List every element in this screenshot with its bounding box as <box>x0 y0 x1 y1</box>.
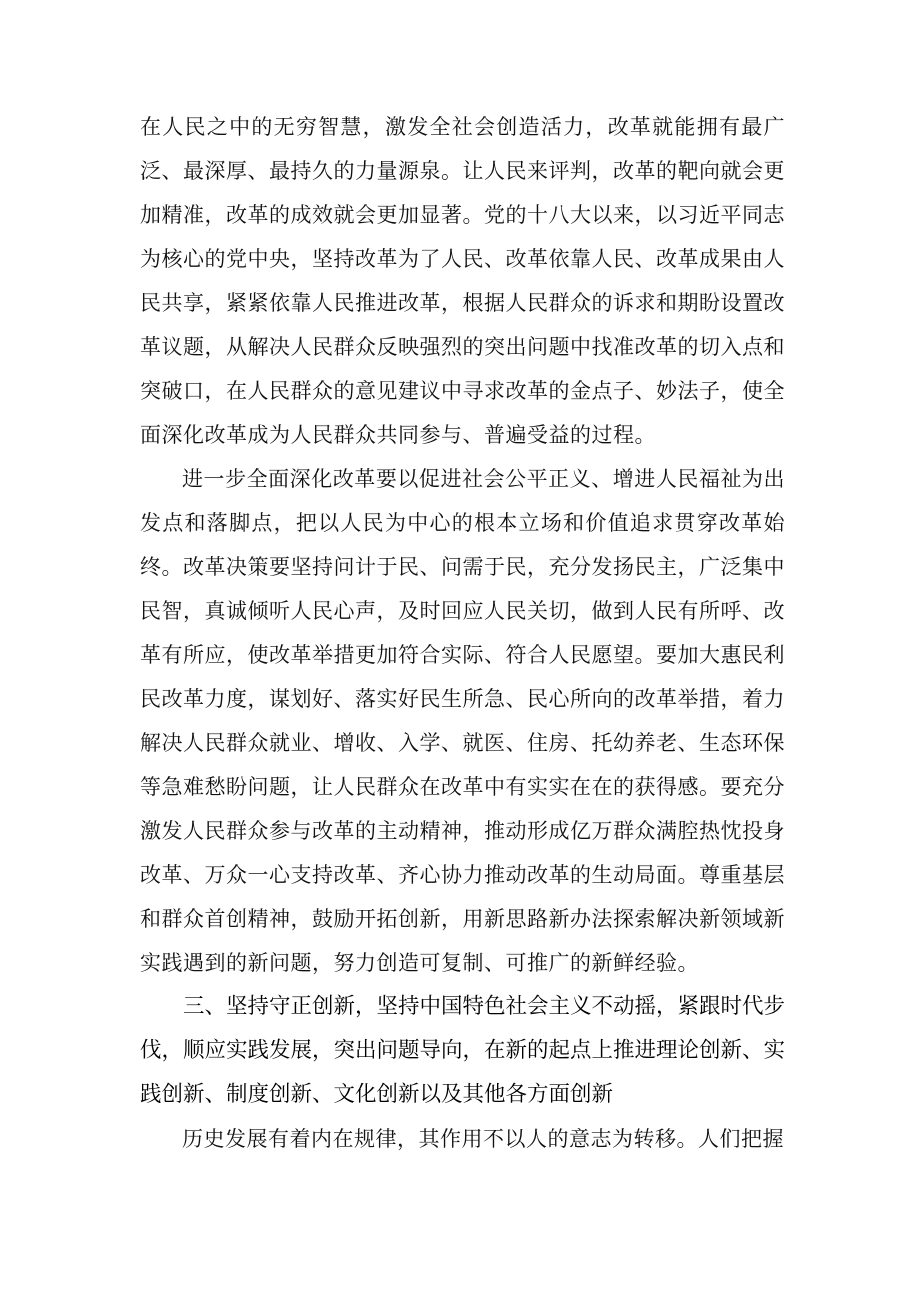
section-heading-3: 三、坚持守正创新，坚持中国特色社会主义不动摇，紧跟时代步伐，顺应实践发展，突出问题导向，在新的起点上推进理论创新、实践创新、制度创新、文化创新以及其他各方面创新 <box>140 994 786 1107</box>
document-page <box>140 105 785 1161</box>
body-paragraph-1: 在人民之中的无穷智慧，激发全社会创造活力，改革就能拥有最广泛、最深厚、最持久的力量源泉。让人民来评判，改革的靶向就会更加精准，改革的成效就会更加显著。党的十八大以来，以习近平同志为核心的党中央，坚持改革为了人民、改革依靠人民、改革成果由人民共享，紧紧依靠人民推进改革，根据人民群众的诉求和期盼设置改革议题，从解决人民群众反映强烈的突出问题中找准改革的切入点和突破口，在人民群众的意见建议中寻求改革的金点子、妙法子，使全面深化改革成为人民群众共同参与、普遍受益的过程。 <box>140 115 785 447</box>
body-paragraph-3: 历史发展有着内在规律，其作用不以人的意志为转移。人们把握 <box>182 1127 784 1151</box>
body-paragraph-2: 进一步全面深化改革要以促进社会公平正义、增进人民福祉为出发点和落脚点，把以人民为中心的根本立场和价值追求贯穿改革始终。改革决策要坚持问计于民、问需于民，充分发扬民主，广泛集中民智，真诚倾听人民心声，及时回应人民关切，做到人民有所呼、改革有所应，使改革举措更加符合实际、符合人民愿望。要加大惠民利民改革力度，谋划好、落实好民生所急、民心所向的改革举措，着力解决人民群众就业、增收、入学、就医、住房、托幼养老、生态环保等急难愁盼问题，让人民群众在改革中有实实在在的获得感。要充分激发人民群众参与改革的主动精神，推动形成亿万群众满腔热忱投身改革、万众一心支持改革、齐心协力推动改革的生动局面。尊重基层和群众首创精神，鼓励开拓创新，用新思路新办法探索解决新领域新实践遇到的新问题，努力创造可复制、可推广的新鲜经验。 <box>140 467 785 975</box>
